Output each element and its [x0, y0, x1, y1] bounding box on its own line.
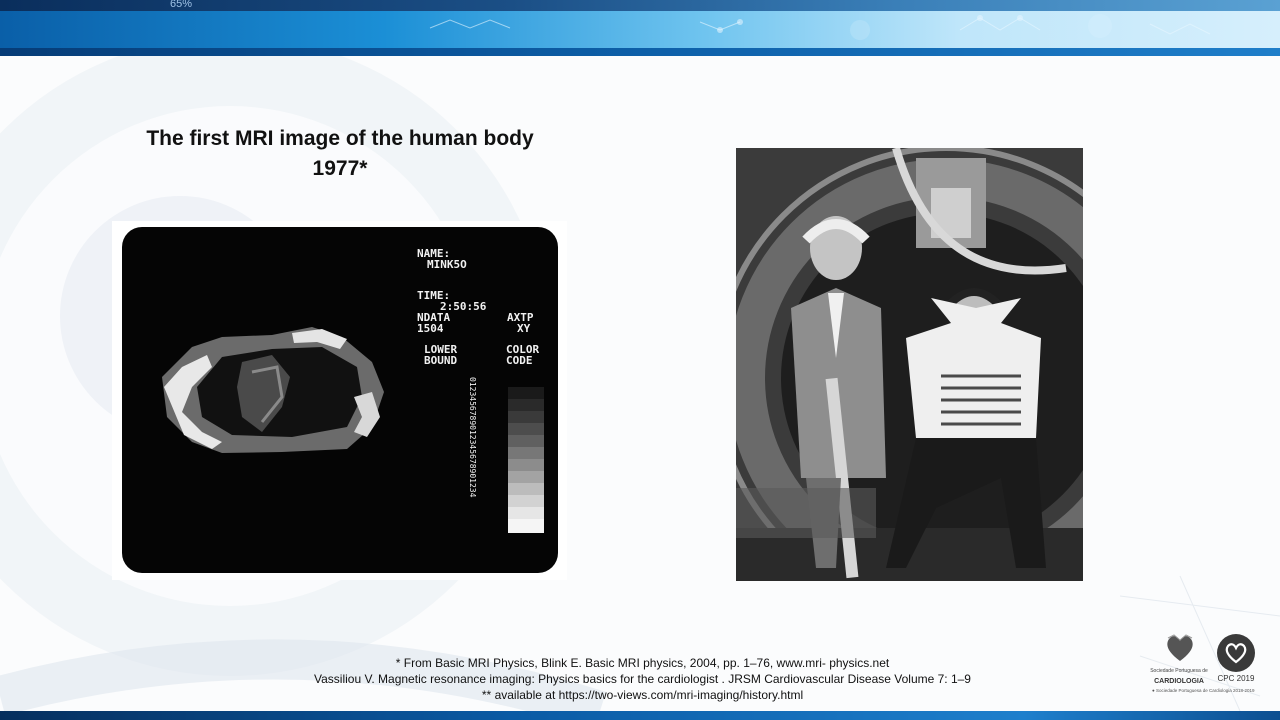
cpc-logo-label: CPC 2019 — [1217, 674, 1255, 683]
spc-logo — [1150, 630, 1208, 696]
header-percent-text: 65% — [170, 0, 193, 10]
title-line-1: The first MRI image of the human body — [146, 127, 534, 150]
photo-illustration — [736, 148, 1083, 581]
reference-line-3: ** available at https://two-views.com/mri-imaging/history.html — [481, 688, 804, 702]
mri-axtp-label: AXTP — [507, 311, 534, 324]
title-line-2: 1977* — [312, 157, 368, 180]
footer-bar — [0, 711, 1280, 720]
mri-color-label: COLOR — [506, 343, 540, 356]
spc-logo-small-text: Sociedade Portuguesa de — [1150, 668, 1208, 674]
mri-screen — [122, 227, 558, 573]
heart-outline-icon — [1224, 642, 1248, 664]
historical-photo — [736, 148, 1083, 581]
mri-bound-label: BOUND — [424, 354, 458, 367]
mri-ndata-value: 1504 — [417, 322, 444, 335]
cpc-logo-circle — [1217, 634, 1255, 672]
mri-name-value: MINK5O — [427, 258, 467, 271]
mri-code-label: CODE — [506, 354, 533, 367]
mri-scale-digits: 0123456789012345678901234 — [468, 377, 477, 498]
mri-image-frame — [112, 221, 567, 580]
header-bottom-line — [0, 48, 1280, 56]
mri-scan-image — [122, 227, 558, 573]
mri-axtp-value: XY — [517, 322, 531, 335]
mri-time-value: 2:50:56 — [440, 300, 487, 313]
logo-caption: ● Sociedade Portuguesa de Cardiologia 2018-2019 — [1152, 688, 1255, 693]
mri-time-label: TIME: — [417, 289, 451, 302]
cpc-logo — [1213, 634, 1259, 686]
header-banner — [0, 0, 1280, 56]
heart-logo-icon — [1164, 632, 1196, 664]
reference-line-2: Vassiliou V. Magnetic resonance imaging: Physics basics for the cardiologist . JRSM Cardiovascular Disease Volume 7: 1–9 — [314, 672, 971, 686]
molecule-pattern — [0, 0, 1280, 48]
mri-ndata-label: NDATA — [417, 311, 451, 324]
references — [260, 655, 1025, 703]
reference-line-1: * From Basic MRI Physics, Blink E. Basic MRI physics, 2004, pp. 1–76, www.mri- physics.net — [395, 656, 890, 670]
spc-logo-text: CARDIOLOGIA — [1154, 678, 1204, 685]
mri-name-label: NAME: — [417, 247, 451, 260]
slide-title — [100, 124, 580, 184]
mri-color-code-bar — [508, 387, 544, 533]
mri-lower-label: LOWER — [424, 343, 458, 356]
